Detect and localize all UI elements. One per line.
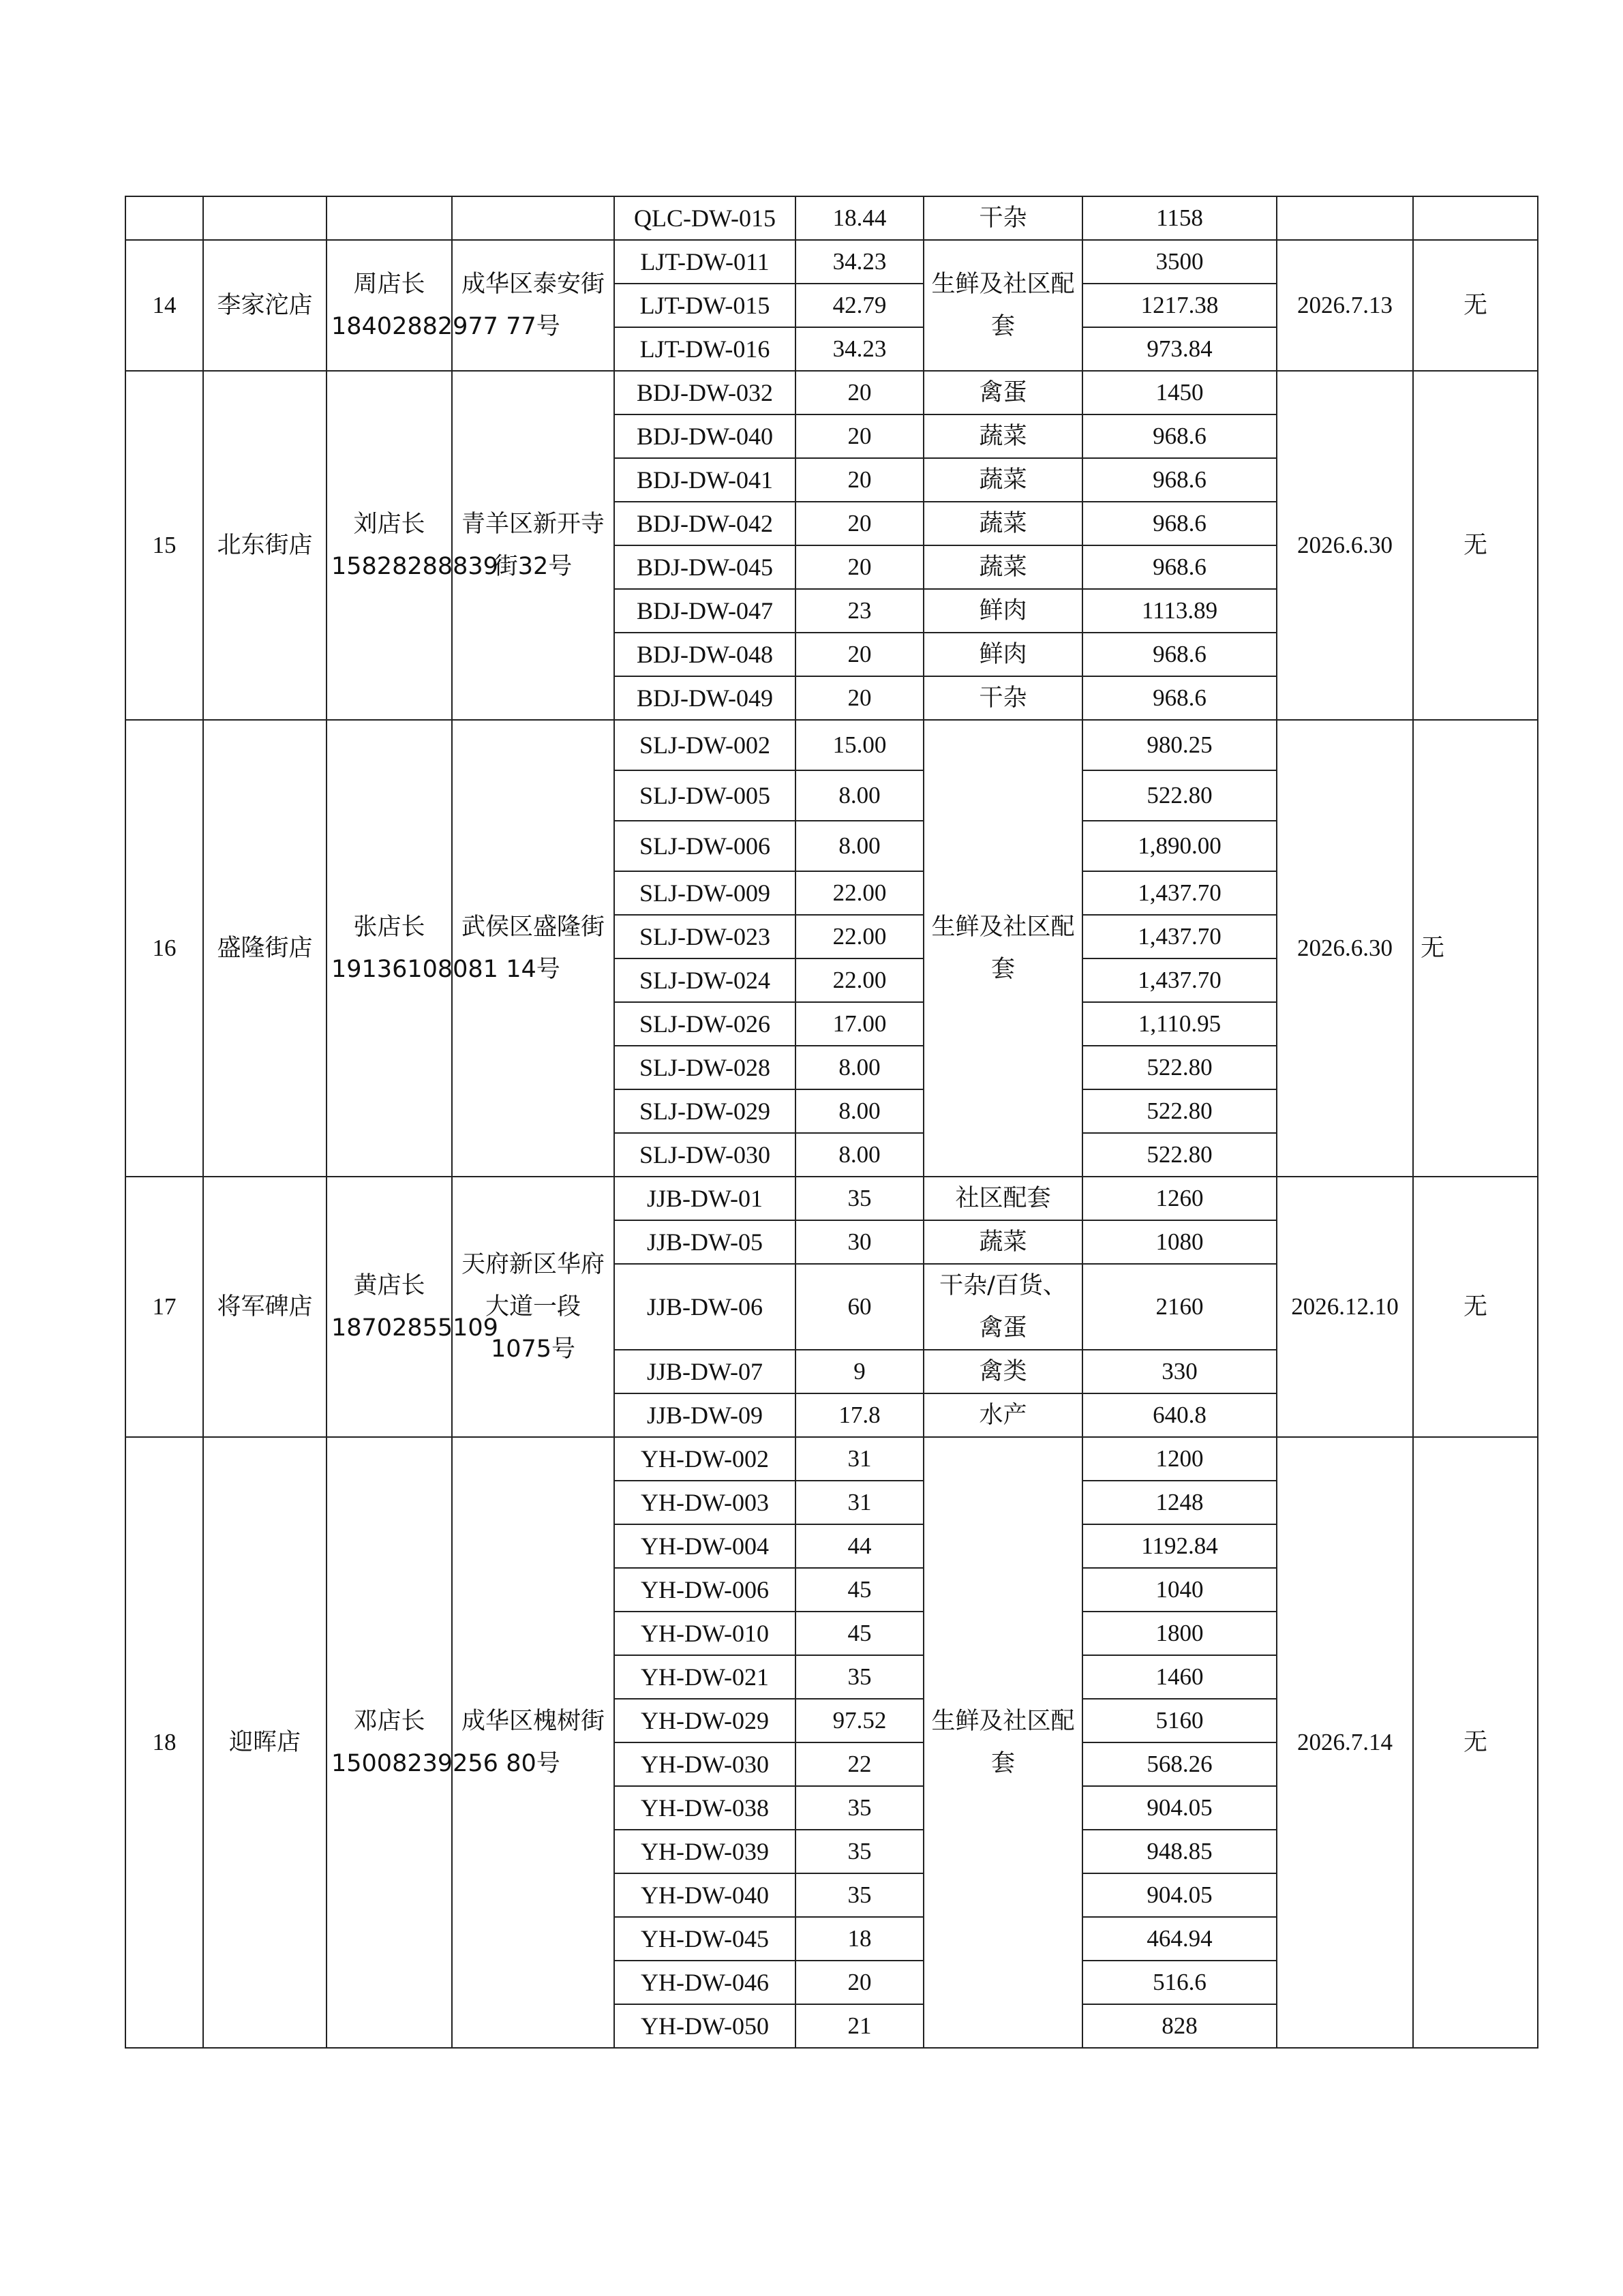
store-name: 迎晖店 <box>203 1437 327 2048</box>
stall-amount: 1,437.70 <box>1082 915 1277 958</box>
stall-code: JJB-DW-07 <box>614 1350 795 1393</box>
stall-category: 鲜肉 <box>924 589 1082 633</box>
stall-area: 20 <box>795 676 924 720</box>
stall-category: 干杂/百货、禽蛋 <box>924 1264 1082 1350</box>
stall-amount: 522.80 <box>1082 770 1277 821</box>
lease-expiry: 2026.7.14 <box>1277 1437 1413 2048</box>
stall-amount: 1217.38 <box>1082 284 1277 327</box>
stall-code: BDJ-DW-049 <box>614 676 795 720</box>
stall-amount: 1460 <box>1082 1655 1277 1699</box>
store-address: 天府新区华府大道一段1075号 <box>452 1177 614 1437</box>
stall-area: 22.00 <box>795 958 924 1002</box>
lease-table <box>125 196 1538 2049</box>
stall-amount: 968.6 <box>1082 502 1277 545</box>
stall-amount: 640.8 <box>1082 1393 1277 1437</box>
stall-area: 20 <box>795 371 924 414</box>
stall-amount: 1,110.95 <box>1082 1002 1277 1046</box>
stall-category: 蔬菜 <box>924 502 1082 545</box>
store-name: 将军碑店 <box>203 1177 327 1437</box>
stall-amount: 968.6 <box>1082 458 1277 502</box>
stall-category: 干杂 <box>924 676 1082 720</box>
stall-area: 45 <box>795 1612 924 1655</box>
remark: 无 <box>1413 371 1538 720</box>
store-no: 16 <box>125 720 203 1177</box>
stall-amount: 522.80 <box>1082 1089 1277 1133</box>
stall-amount: 904.05 <box>1082 1786 1277 1830</box>
table-cell <box>125 196 203 240</box>
stall-category: 社区配套 <box>924 1177 1082 1220</box>
table-row <box>125 371 1538 414</box>
stall-code: SLJ-DW-006 <box>614 821 795 871</box>
stall-area: 35 <box>795 1873 924 1917</box>
stall-amount: 1192.84 <box>1082 1524 1277 1568</box>
stall-area: 17.8 <box>795 1393 924 1437</box>
stall-code: JJB-DW-06 <box>614 1264 795 1350</box>
stall-code: LJT-DW-011 <box>614 240 795 284</box>
stall-area: 44 <box>795 1524 924 1568</box>
stall-area: 60 <box>795 1264 924 1350</box>
lease-expiry: 2026.6.30 <box>1277 720 1413 1177</box>
stall-code: JJB-DW-01 <box>614 1177 795 1220</box>
stall-area: 35 <box>795 1655 924 1699</box>
stall-area: 8.00 <box>795 770 924 821</box>
stall-code: YH-DW-045 <box>614 1917 795 1961</box>
stall-area: 8.00 <box>795 1133 924 1177</box>
stall-amount: 948.85 <box>1082 1830 1277 1873</box>
stall-area: 20 <box>795 414 924 458</box>
stall-code: YH-DW-021 <box>614 1655 795 1699</box>
stall-area: 8.00 <box>795 1046 924 1089</box>
stall-amount: 968.6 <box>1082 414 1277 458</box>
stall-category: 蔬菜 <box>924 545 1082 589</box>
stall-code: YH-DW-004 <box>614 1524 795 1568</box>
stall-amount: 1158 <box>1082 196 1277 240</box>
stall-amount: 1080 <box>1082 1220 1277 1264</box>
stall-area: 18 <box>795 1917 924 1961</box>
stall-area: 22.00 <box>795 871 924 915</box>
stall-code: JJB-DW-05 <box>614 1220 795 1264</box>
stall-code: LJT-DW-016 <box>614 327 795 371</box>
stall-code: SLJ-DW-028 <box>614 1046 795 1089</box>
stall-code: YH-DW-006 <box>614 1568 795 1612</box>
store-no: 18 <box>125 1437 203 2048</box>
stall-code: YH-DW-003 <box>614 1481 795 1524</box>
stall-code: BDJ-DW-047 <box>614 589 795 633</box>
stall-amount: 522.80 <box>1082 1046 1277 1089</box>
lease-expiry: 2026.7.13 <box>1277 240 1413 371</box>
stall-code: YH-DW-046 <box>614 1961 795 2004</box>
store-address: 武侯区盛隆街14号 <box>452 720 614 1177</box>
store-manager: 刘店长15828288839 <box>327 371 452 720</box>
stall-area: 15.00 <box>795 720 924 770</box>
table-row <box>125 1177 1538 1220</box>
stall-code: SLJ-DW-026 <box>614 1002 795 1046</box>
stall-code: BDJ-DW-045 <box>614 545 795 589</box>
lease-expiry: 2026.6.30 <box>1277 371 1413 720</box>
stall-amount: 1800 <box>1082 1612 1277 1655</box>
stall-area: 35 <box>795 1786 924 1830</box>
store-manager: 张店长19136108081 <box>327 720 452 1177</box>
table-cell <box>203 196 327 240</box>
stall-area: 20 <box>795 633 924 676</box>
stall-area: 20 <box>795 502 924 545</box>
stall-code: SLJ-DW-029 <box>614 1089 795 1133</box>
stall-amount: 1260 <box>1082 1177 1277 1220</box>
stall-category: 干杂 <box>924 196 1082 240</box>
stall-amount: 968.6 <box>1082 545 1277 589</box>
stall-code: BDJ-DW-048 <box>614 633 795 676</box>
stall-code: BDJ-DW-040 <box>614 414 795 458</box>
stall-area: 34.23 <box>795 327 924 371</box>
stall-code: SLJ-DW-002 <box>614 720 795 770</box>
stall-code: BDJ-DW-041 <box>614 458 795 502</box>
stall-code: YH-DW-030 <box>614 1742 795 1786</box>
remark: 无 <box>1413 240 1538 371</box>
store-name: 李家沱店 <box>203 240 327 371</box>
stall-area: 8.00 <box>795 821 924 871</box>
stall-area: 97.52 <box>795 1699 924 1742</box>
table-row <box>125 720 1538 770</box>
stall-area: 45 <box>795 1568 924 1612</box>
store-manager: 黄店长18702855109 <box>327 1177 452 1437</box>
stall-area: 30 <box>795 1220 924 1264</box>
stall-category: 蔬菜 <box>924 458 1082 502</box>
stall-area: 20 <box>795 458 924 502</box>
table-cell <box>1277 196 1413 240</box>
stall-code: SLJ-DW-030 <box>614 1133 795 1177</box>
store-no: 17 <box>125 1177 203 1437</box>
stall-code: BDJ-DW-032 <box>614 371 795 414</box>
stall-code: YH-DW-002 <box>614 1437 795 1481</box>
stall-category: 禽类 <box>924 1350 1082 1393</box>
store-no: 15 <box>125 371 203 720</box>
stall-code: QLC-DW-015 <box>614 196 795 240</box>
stall-amount: 1450 <box>1082 371 1277 414</box>
stall-amount: 904.05 <box>1082 1873 1277 1917</box>
stall-amount: 568.26 <box>1082 1742 1277 1786</box>
stall-amount: 2160 <box>1082 1264 1277 1350</box>
stall-category: 蔬菜 <box>924 414 1082 458</box>
stall-amount: 1200 <box>1082 1437 1277 1481</box>
stall-code: BDJ-DW-042 <box>614 502 795 545</box>
store-manager: 邓店长15008239256 <box>327 1437 452 2048</box>
stall-area: 35 <box>795 1830 924 1873</box>
stall-code: SLJ-DW-024 <box>614 958 795 1002</box>
stall-amount: 522.80 <box>1082 1133 1277 1177</box>
stall-code: YH-DW-040 <box>614 1873 795 1917</box>
stall-category: 鲜肉 <box>924 633 1082 676</box>
stall-code: YH-DW-039 <box>614 1830 795 1873</box>
stall-area: 31 <box>795 1437 924 1481</box>
store-name: 盛隆街店 <box>203 720 327 1177</box>
table-row <box>125 240 1538 284</box>
table-row <box>125 196 1538 240</box>
stall-amount: 1,437.70 <box>1082 958 1277 1002</box>
stall-area: 17.00 <box>795 1002 924 1046</box>
table-cell <box>1413 196 1538 240</box>
stall-amount: 980.25 <box>1082 720 1277 770</box>
stall-code: SLJ-DW-023 <box>614 915 795 958</box>
stall-category: 蔬菜 <box>924 1220 1082 1264</box>
remark: 无 <box>1413 1437 1538 2048</box>
stall-amount: 828 <box>1082 2004 1277 2048</box>
stall-code: JJB-DW-09 <box>614 1393 795 1437</box>
table-cell <box>327 196 452 240</box>
stall-area: 20 <box>795 1961 924 2004</box>
table-cell <box>452 196 614 240</box>
stall-area: 34.23 <box>795 240 924 284</box>
stall-amount: 464.94 <box>1082 1917 1277 1961</box>
stall-amount: 1248 <box>1082 1481 1277 1524</box>
stall-area: 20 <box>795 545 924 589</box>
stall-amount: 516.6 <box>1082 1961 1277 2004</box>
stall-code: LJT-DW-015 <box>614 284 795 327</box>
stall-amount: 330 <box>1082 1350 1277 1393</box>
stall-amount: 1113.89 <box>1082 589 1277 633</box>
stall-area: 22 <box>795 1742 924 1786</box>
store-address: 成华区槐树街80号 <box>452 1437 614 2048</box>
stall-amount: 968.6 <box>1082 676 1277 720</box>
stall-area: 18.44 <box>795 196 924 240</box>
stall-amount: 1040 <box>1082 1568 1277 1612</box>
stall-area: 35 <box>795 1177 924 1220</box>
lease-expiry: 2026.12.10 <box>1277 1177 1413 1437</box>
store-name: 北东街店 <box>203 371 327 720</box>
stall-code: SLJ-DW-009 <box>614 871 795 915</box>
stall-category: 生鲜及社区配套 <box>924 720 1082 1177</box>
stall-category: 水产 <box>924 1393 1082 1437</box>
stall-code: SLJ-DW-005 <box>614 770 795 821</box>
stall-category: 生鲜及社区配套 <box>924 240 1082 371</box>
stall-code: YH-DW-029 <box>614 1699 795 1742</box>
store-address: 成华区泰安街77号 <box>452 240 614 371</box>
stall-area: 42.79 <box>795 284 924 327</box>
stall-amount: 3500 <box>1082 240 1277 284</box>
stall-code: YH-DW-050 <box>614 2004 795 2048</box>
stall-code: YH-DW-010 <box>614 1612 795 1655</box>
stall-category: 禽蛋 <box>924 371 1082 414</box>
stall-amount: 1,437.70 <box>1082 871 1277 915</box>
store-manager: 周店长18402882977 <box>327 240 452 371</box>
stall-category: 生鲜及社区配套 <box>924 1437 1082 2048</box>
store-address: 青羊区新开寺街32号 <box>452 371 614 720</box>
stall-amount: 968.6 <box>1082 633 1277 676</box>
stall-code: YH-DW-038 <box>614 1786 795 1830</box>
stall-area: 31 <box>795 1481 924 1524</box>
stall-amount: 5160 <box>1082 1699 1277 1742</box>
stall-area: 21 <box>795 2004 924 2048</box>
table-row <box>125 1437 1538 1481</box>
remark: 无 <box>1413 1177 1538 1437</box>
stall-amount: 1,890.00 <box>1082 821 1277 871</box>
stall-area: 9 <box>795 1350 924 1393</box>
stall-amount: 973.84 <box>1082 327 1277 371</box>
stall-area: 22.00 <box>795 915 924 958</box>
stall-area: 8.00 <box>795 1089 924 1133</box>
remark: 无 <box>1413 720 1538 1177</box>
store-no: 14 <box>125 240 203 371</box>
stall-area: 23 <box>795 589 924 633</box>
